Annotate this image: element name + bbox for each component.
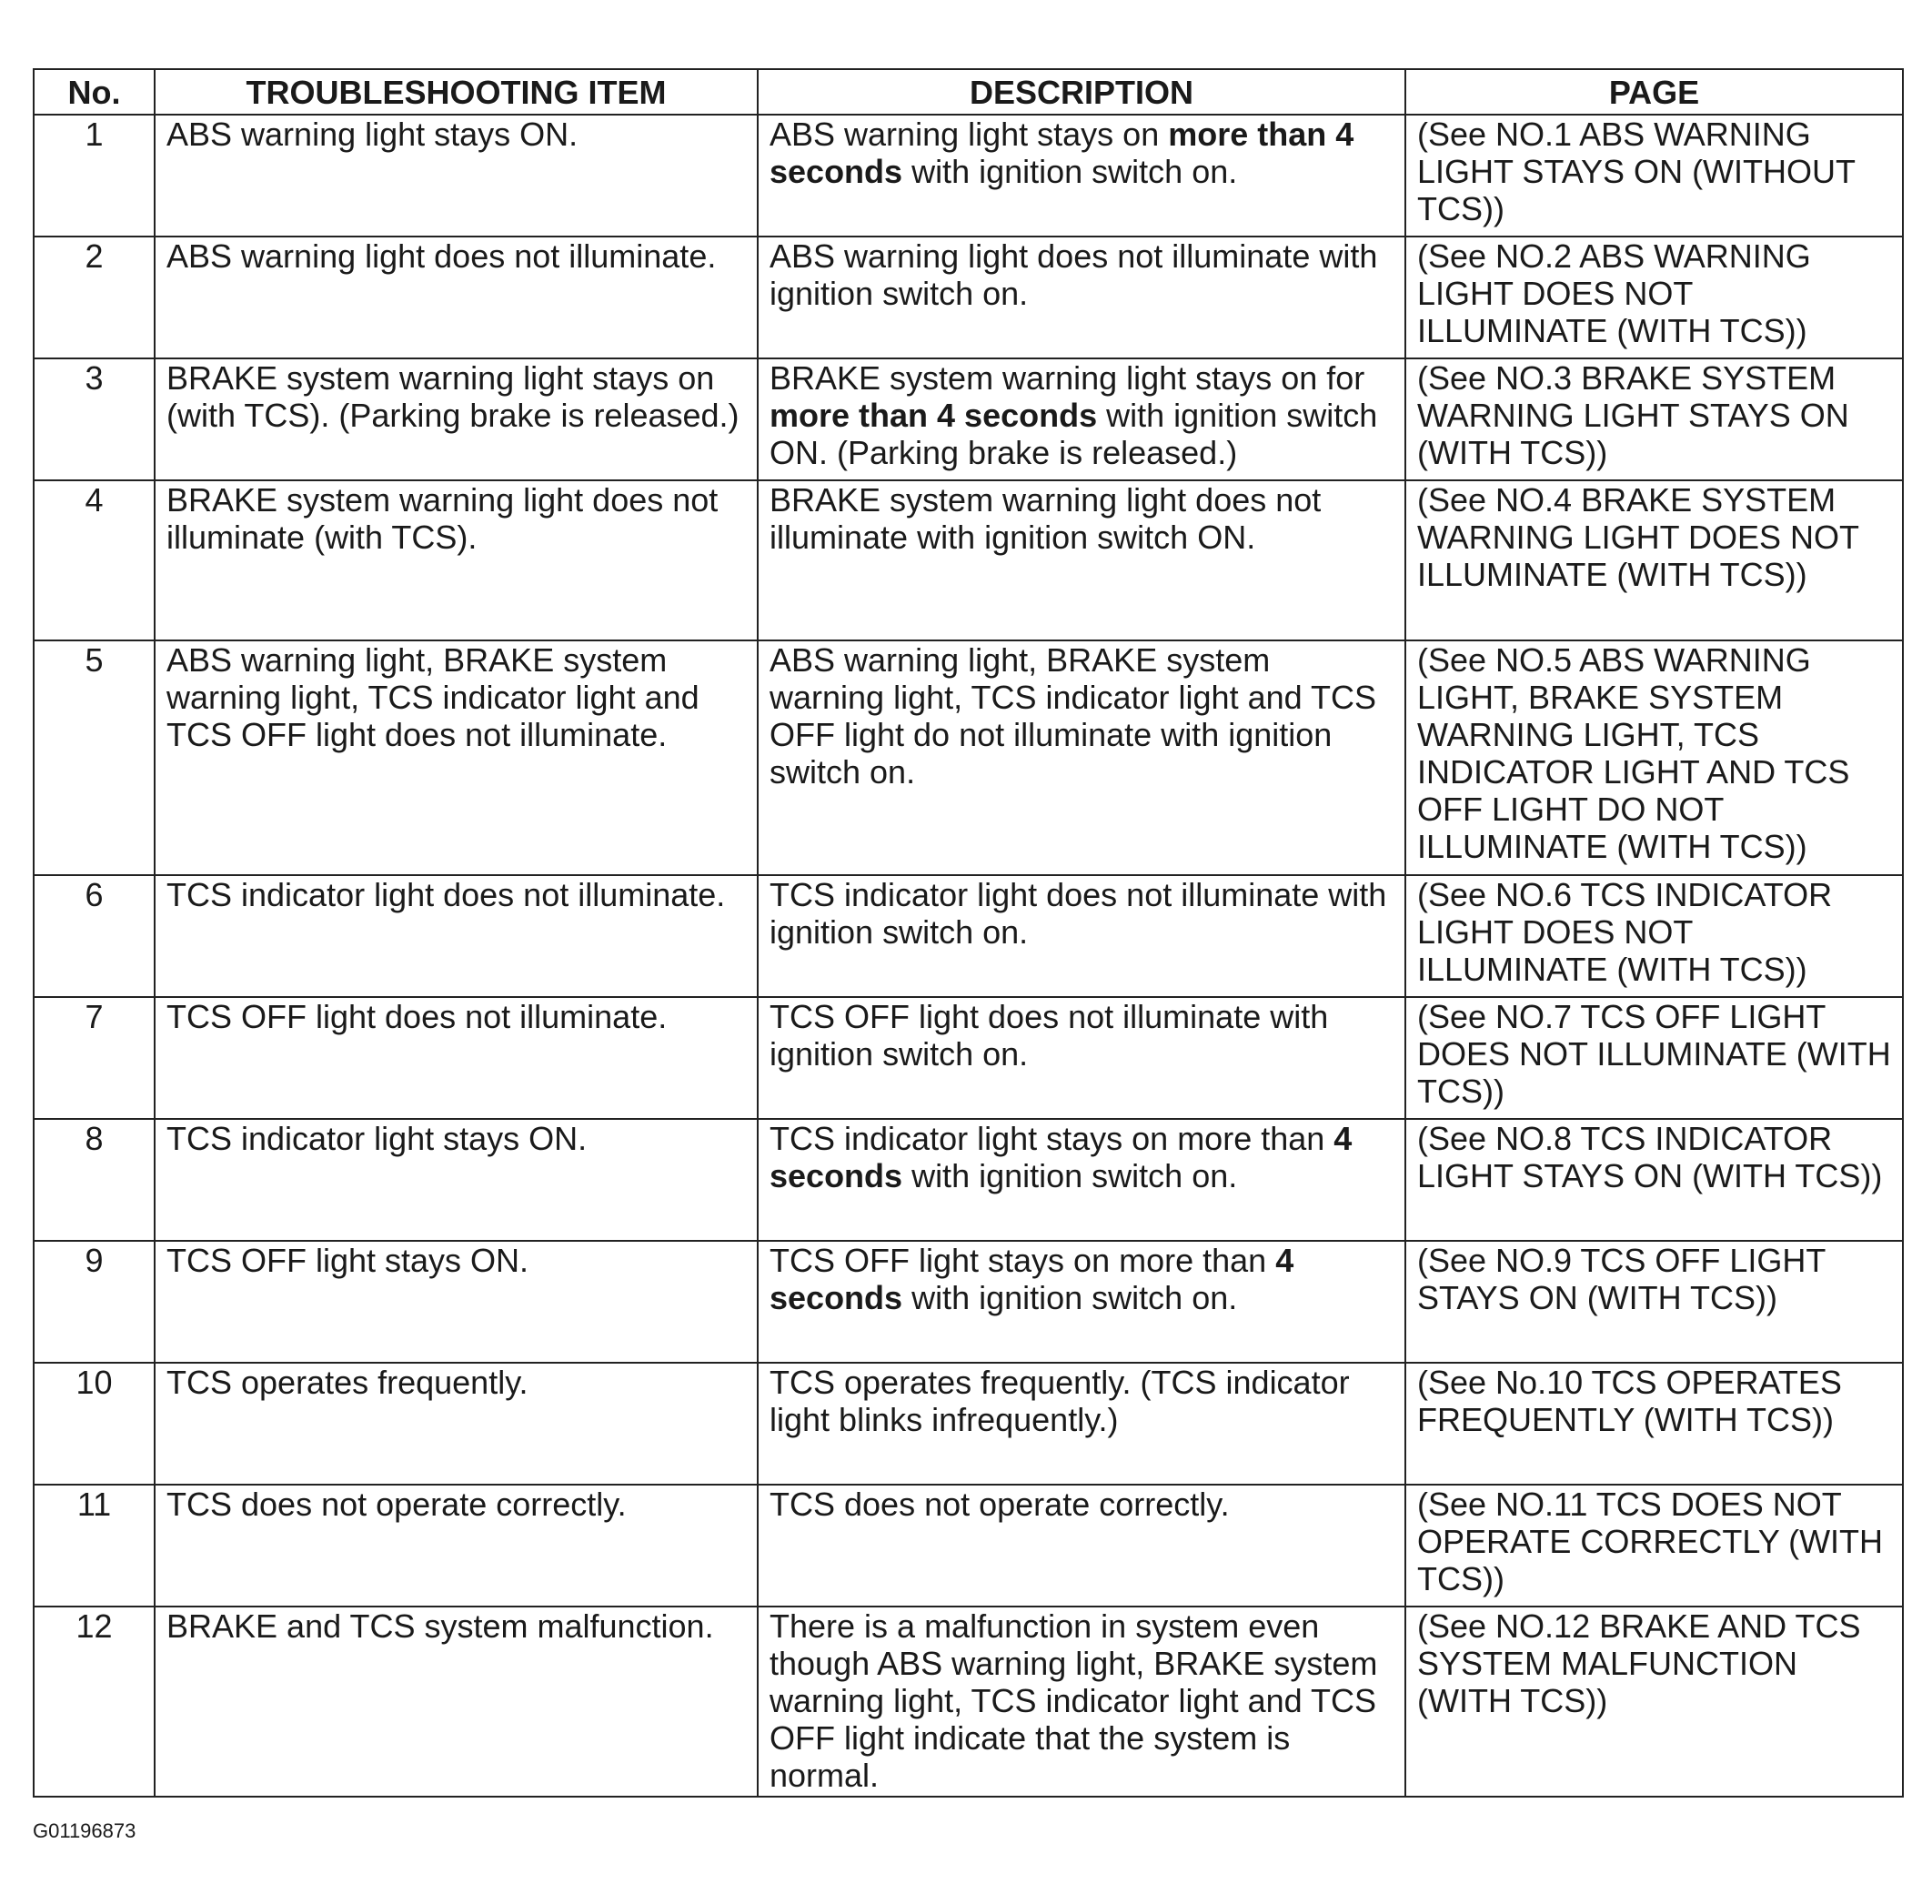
troubleshooting-item: BRAKE system warning light stays on (with TCS). (Parking brake is released.) <box>155 358 758 480</box>
row-number: 12 <box>34 1607 155 1797</box>
troubleshooting-item: TCS operates frequently. <box>155 1363 758 1485</box>
description <box>758 640 1405 875</box>
row-number: 8 <box>34 1119 155 1241</box>
page-reference: (See NO.12 BRAKE AND TCS SYSTEM MALFUNCTION (WITH TCS)) <box>1405 1607 1903 1797</box>
description-text: TCS indicator light does not illuminate with ignition switch on. <box>770 876 1387 951</box>
page-reference: (See NO.2 ABS WARNING LIGHT DOES NOT ILLUMINATE (WITH TCS)) <box>1405 237 1903 358</box>
row-number: 2 <box>34 237 155 358</box>
description <box>758 480 1405 640</box>
description-text: ABS warning light, BRAKE system warning light, TCS indicator light and TCS OFF light do not illuminate with ignition switch on. <box>770 641 1377 791</box>
description <box>758 1485 1405 1607</box>
description-text: ABS warning light stays on <box>770 116 1169 153</box>
description-emphasis: more than 4 seconds <box>770 116 1354 190</box>
page-reference: (See NO.7 TCS OFF LIGHT DOES NOT ILLUMINATE (WITH TCS)) <box>1405 997 1903 1119</box>
description-text: TCS operates frequently. (TCS indicator light blinks infrequently.) <box>770 1364 1350 1438</box>
table-row <box>34 1363 1903 1485</box>
description <box>758 997 1405 1119</box>
figure-code: G01196873 <box>33 1819 136 1842</box>
table-header-row <box>34 69 1903 115</box>
description-emphasis: 4 seconds <box>770 1242 1294 1316</box>
row-number: 3 <box>34 358 155 480</box>
description-text: TCS OFF light stays on more than <box>770 1242 1276 1279</box>
row-number: 6 <box>34 875 155 997</box>
troubleshooting-item: ABS warning light does not illuminate. <box>155 237 758 358</box>
page-reference: (See NO.6 TCS INDICATOR LIGHT DOES NOT ILLUMINATE (WITH TCS)) <box>1405 875 1903 997</box>
table-row <box>34 237 1903 358</box>
page-reference: (See No.10 TCS OPERATES FREQUENTLY (WITH TCS)) <box>1405 1363 1903 1485</box>
table-row <box>34 480 1903 640</box>
troubleshooting-table <box>33 68 1904 1798</box>
page-reference: (See NO.1 ABS WARNING LIGHT STAYS ON (WITHOUT TCS)) <box>1405 115 1903 237</box>
row-number: 10 <box>34 1363 155 1485</box>
table-row <box>34 1607 1903 1797</box>
description-text: with ignition switch ON. (Parking brake is released.) <box>770 397 1378 471</box>
description-text: ABS warning light does not illuminate with ignition switch on. <box>770 237 1378 312</box>
table-row <box>34 875 1903 997</box>
table-row <box>34 640 1903 875</box>
description <box>758 1119 1405 1241</box>
table-row <box>34 1119 1903 1241</box>
description-text: There is a malfunction in system even though ABS warning light, BRAKE system warning light, TCS indicator light and TCS OFF light indicate that the system is normal. <box>770 1607 1378 1794</box>
description <box>758 237 1405 358</box>
page-reference: (See NO.8 TCS INDICATOR LIGHT STAYS ON (WITH TCS)) <box>1405 1119 1903 1241</box>
description-text: with ignition switch on. <box>902 1279 1238 1316</box>
description-text: BRAKE system warning light stays on for <box>770 359 1365 397</box>
row-number: 11 <box>34 1485 155 1607</box>
description <box>758 1607 1405 1797</box>
description-emphasis: more than 4 seconds <box>770 397 1098 434</box>
description-text: TCS OFF light does not illuminate with ignition switch on. <box>770 998 1329 1073</box>
troubleshooting-item: ABS warning light stays ON. <box>155 115 758 237</box>
troubleshooting-item: TCS indicator light stays ON. <box>155 1119 758 1241</box>
description <box>758 875 1405 997</box>
header-troubleshooting-item: TROUBLESHOOTING ITEM <box>155 69 758 115</box>
description-text: TCS does not operate correctly. <box>770 1486 1230 1523</box>
page-reference: (See NO.5 ABS WARNING LIGHT, BRAKE SYSTEM WARNING LIGHT, TCS INDICATOR LIGHT AND TCS OFF LIGHT DO NOT ILLUMINATE (WITH TCS)) <box>1405 640 1903 875</box>
troubleshooting-item: ABS warning light, BRAKE system warning light, TCS indicator light and TCS OFF light does not illuminate. <box>155 640 758 875</box>
description-text: BRAKE system warning light does not illuminate with ignition switch ON. <box>770 481 1322 556</box>
table-body <box>34 115 1903 1797</box>
description-text: with ignition switch on. <box>902 153 1238 190</box>
row-number: 9 <box>34 1241 155 1363</box>
description <box>758 358 1405 480</box>
table-row <box>34 997 1903 1119</box>
description-text: TCS indicator light stays on more than <box>770 1120 1334 1157</box>
description-emphasis: 4 seconds <box>770 1120 1353 1194</box>
troubleshooting-item: BRAKE system warning light does not illuminate (with TCS). <box>155 480 758 640</box>
row-number: 5 <box>34 640 155 875</box>
table-row <box>34 1241 1903 1363</box>
description-text: with ignition switch on. <box>902 1157 1238 1194</box>
row-number: 1 <box>34 115 155 237</box>
header-no: No. <box>34 69 155 115</box>
troubleshooting-item: TCS does not operate correctly. <box>155 1485 758 1607</box>
header-description: DESCRIPTION <box>758 69 1405 115</box>
troubleshooting-item: TCS OFF light does not illuminate. <box>155 997 758 1119</box>
page-reference: (See NO.4 BRAKE SYSTEM WARNING LIGHT DOES NOT ILLUMINATE (WITH TCS)) <box>1405 480 1903 640</box>
page-reference: (See NO.9 TCS OFF LIGHT STAYS ON (WITH TCS)) <box>1405 1241 1903 1363</box>
description <box>758 1241 1405 1363</box>
troubleshooting-item: TCS indicator light does not illuminate. <box>155 875 758 997</box>
troubleshooting-item: BRAKE and TCS system malfunction. <box>155 1607 758 1797</box>
row-number: 7 <box>34 997 155 1119</box>
table-row <box>34 358 1903 480</box>
description <box>758 115 1405 237</box>
header-page: PAGE <box>1405 69 1903 115</box>
troubleshooting-item: TCS OFF light stays ON. <box>155 1241 758 1363</box>
page-reference: (See NO.3 BRAKE SYSTEM WARNING LIGHT STAYS ON (WITH TCS)) <box>1405 358 1903 480</box>
table-row <box>34 115 1903 237</box>
table-row <box>34 1485 1903 1607</box>
page-reference: (See NO.11 TCS DOES NOT OPERATE CORRECTLY (WITH TCS)) <box>1405 1485 1903 1607</box>
description <box>758 1363 1405 1485</box>
row-number: 4 <box>34 480 155 640</box>
